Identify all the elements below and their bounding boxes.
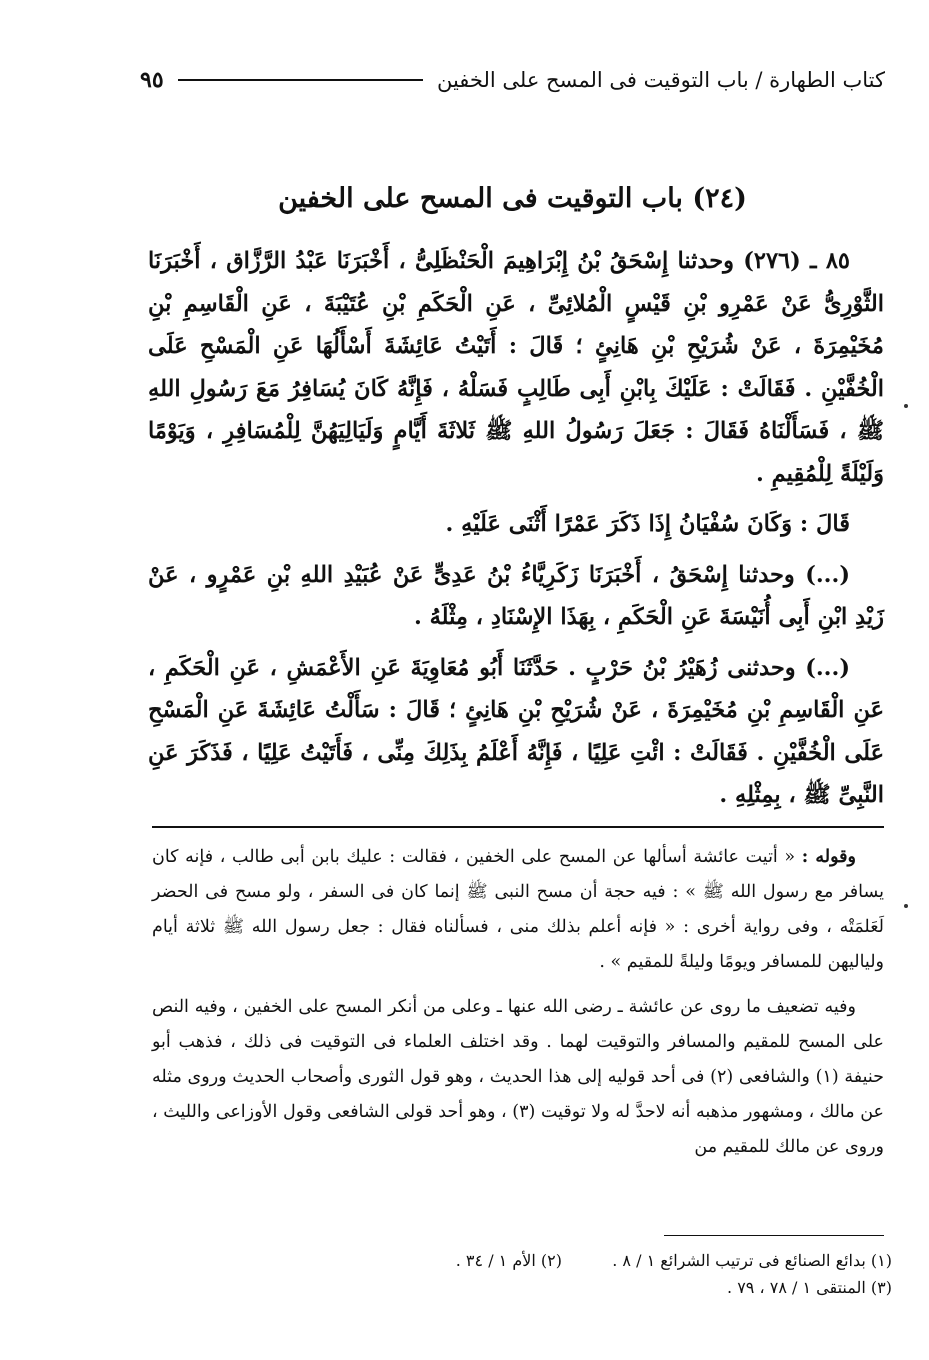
commentary-paragraph: وفيه تضعيف ما روى عن عائشة ـ رضى الله عنها ـ وعلى من أنكر المسح على الخفين ، وفيه النص على المسح للمقيم والمسافر والتوقيت لهما . وقد اختلف العلماء فى التوقيت فى ذلك ، فذهب أبو حنيفة (١) والشافعى (٢) فى أحد قوليه إلى هذا الحديث ، وهو قول الثورى وأصحاب الحديث وروى مثله عن مالك ، ومشهور مذهبه أنه لاحدَّ له ولا توقيت (٣) ، وهو أحد قولى الشافعى وقول الأوزاعى والليث ، وروى عن مالك للمقيم من	[152, 997, 884, 1157]
hadith-paragraph: قَالَ : وَكَانَ سُفْيَانُ إِذَا ذَكَرَ عَمْرًا أَثْنَى عَلَيْهِ .	[445, 511, 850, 537]
chapter-title: (٢٤) باب التوقيت فى المسح على الخفين	[278, 183, 747, 214]
page-number: ٩٥	[140, 67, 164, 93]
footnote-row	[300, 1247, 892, 1274]
footnote-2: (٢) الأم ١ / ٣٤ .	[455, 1251, 562, 1270]
running-header-title: كتاب الطهارة / باب التوقيت فى المسح على الخفين	[436, 68, 885, 92]
footnotes-divider	[664, 1235, 884, 1236]
margin-mark	[904, 404, 908, 408]
commentary-paragraph	[152, 840, 884, 980]
margin-mark	[904, 904, 908, 908]
footnote-row	[300, 1274, 892, 1301]
hadith-text	[148, 240, 884, 825]
commentary-lead: وقوله :	[801, 847, 856, 867]
header-rule	[178, 79, 423, 81]
hadith-paragraph: ٨٥ ـ (٢٧٦) وحدثنا إِسْحَقُ بْنُ إِبْرَاهِيمَ الْحَنْظَلِىُّ ، أَخْبَرَنَا عَبْدُ الرَّزَّاق ، أَخْبَرَنَا الثَّوْرِىُّ عَنْ عَمْرِو بْنِ قَيْسٍ الْمُلائِىِّ ، عَنِ الْحَكَمِ بْنِ عُتَيْبَةَ ، عَنِ الْقَاسِمِ بْنِ مُخَيْمِرَةَ ، عَنْ شُرَيْحِ بْنِ هَانِئٍ ؛ قَالَ : أَتَيْتُ عَائِشَةَ أَسْأَلُهَا عَنِ الْمَسْحِ عَلَى الْخُفَّيْنِ . فَقَالَتْ : عَلَيْكَ بِابْنِ أَبِى طَالِبٍ فَسَلْهُ ، فَإِنَّهُ كَانَ يُسَافِرُ مَعَ رَسُولِ اللهِ ﷺ ، فَسَأَلْنَاهُ فَقَالَ : جَعَلَ رَسُولُ اللهِ ﷺ ثَلاثَةَ أَيَّامٍ وَلَيَالِيَهُنَّ لِلْمُسَافِرِ ، وَيَوْمًا وَلَيْلَةً لِلْمُقِيمِ .	[148, 248, 884, 487]
footnotes	[300, 1247, 892, 1301]
footnote-1: (١) بدائع الصنائع فى ترتيب الشرائع ١ / ٨ .	[612, 1251, 892, 1270]
running-header	[140, 62, 885, 98]
commentary-divider	[152, 826, 884, 828]
commentary	[152, 840, 884, 1175]
hadith-paragraph: (...) وحدثنا إِسْحَقُ ، أَخْبَرَنَا زَكَرِيَّاءُ بْنُ عَدِىٍّ عَنْ عُبَيْدِ اللهِ بْنِ عَمْرٍو ، عَنْ زَيْدِ ابْنِ أَبِى أُنَيْسَةَ عَنِ الْحَكَمِ ، بِهَذَا الإِسْنَادِ ، مِثْلَهُ .	[148, 561, 884, 630]
commentary-text: « أتيت عائشة أسألها عن المسح على الخفين ، فقالت : عليك بابن أبى طالب ، فإنه كان يسافر مع رسول الله ﷺ » : فيه حجة أن مسح النبى ﷺ إنما كان فى السفر ، ولو مسح فى الحضر لَعَلمَتْه ، وفى رواية أخرى : « فإنه أعلم بذلك منى ، فسألناه فقال : جعل رسول الله ﷺ ثلاثة أيام ولياليهن للمسافر ويومًا وليلةً للمقيم » .	[152, 847, 884, 972]
footnote-3: (٣) المنتقى ١ / ٧٨ ، ٧٩ .	[727, 1278, 892, 1297]
hadith-paragraph: (...) وحدثنى زُهَيْرُ بْنُ حَرْبٍ . حَدَّثَنَا أَبُو مُعَاوِيَةَ عَنِ الأَعْمَشِ ، عَنِ الْحَكَمِ ، عَنِ الْقَاسِمِ بْنِ مُخَيْمِرَةَ ، عَنْ شُرَيْحِ بْنِ هَانِئٍ ؛ قَالَ : سَأَلْتُ عَائِشَةَ عَنِ الْمَسْحِ عَلَى الْخُفَّيْنِ . فَقَالَتْ : ائْتِ عَلِيًا ، فَإِنَّهُ أَعْلَمُ بِذَلِكَ مِنِّى ، فَأَتَيْتُ عَلِيًا ، فَذَكَرَ عَنِ النَّبِىِّ ﷺ ، بِمِثْلِهِ .	[148, 654, 884, 808]
